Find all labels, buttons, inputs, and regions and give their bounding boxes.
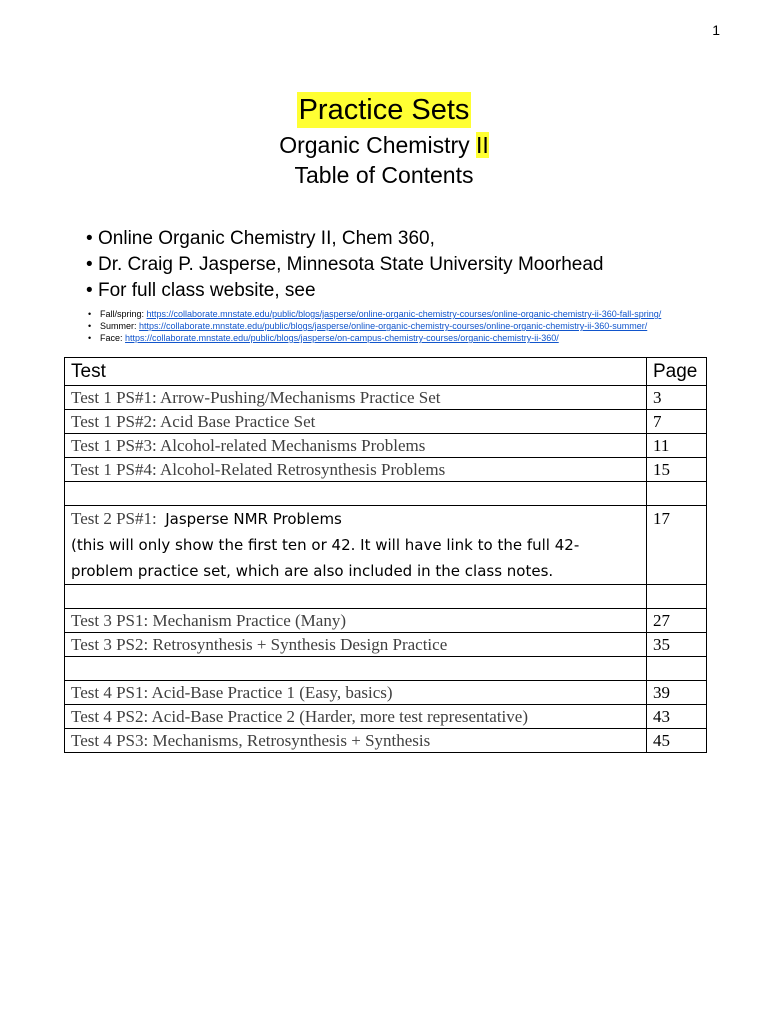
test-cell bbox=[65, 506, 647, 585]
test-cell bbox=[65, 585, 647, 609]
table-row bbox=[65, 729, 707, 753]
test-cell: Test 4 PS1: Acid-Base Practice 1 (Easy, basics) bbox=[65, 681, 647, 705]
test-cell bbox=[65, 482, 647, 506]
link-fall-spring[interactable]: https://collaborate.mnstate.edu/public/blogs/jasperse/online-organic-chemistry-courses/online-organic-chemistry-ii-360-fall-spring/ bbox=[146, 309, 662, 319]
table-header-row bbox=[65, 358, 707, 386]
table-row bbox=[65, 434, 707, 458]
page-cell: 7 bbox=[647, 410, 707, 434]
page-cell: 11 bbox=[647, 434, 707, 458]
test-cell bbox=[65, 657, 647, 681]
table-row bbox=[65, 705, 707, 729]
test-cell: Test 4 PS3: Mechanisms, Retrosynthesis + Synthesis bbox=[65, 729, 647, 753]
bullet-text: Dr. Craig P. Jasperse, Minnesota State University Moorhead bbox=[98, 254, 604, 275]
bullet-dot-icon: • bbox=[88, 309, 92, 319]
table-row-spacer bbox=[65, 585, 707, 609]
subtitle bbox=[0, 130, 768, 160]
link-list bbox=[86, 308, 736, 344]
test-cell: Test 1 PS#2: Acid Base Practice Set bbox=[65, 410, 647, 434]
bullet-text: Online Organic Chemistry II, Chem 360, bbox=[98, 228, 435, 249]
table-row-spacer bbox=[65, 482, 707, 506]
bullet-item bbox=[86, 226, 736, 252]
bullet-item bbox=[86, 252, 736, 278]
table-row bbox=[65, 506, 707, 585]
page-cell: 15 bbox=[647, 458, 707, 482]
bullet-dot-icon: • bbox=[86, 228, 93, 249]
link-label: Fall/spring: bbox=[100, 309, 145, 319]
page-title: Practice Sets bbox=[298, 94, 470, 126]
test-cell: Test 1 PS#1: Arrow-Pushing/Mechanisms Practice Set bbox=[65, 386, 647, 410]
page-cell: 43 bbox=[647, 705, 707, 729]
table-row bbox=[65, 410, 707, 434]
page-cell: 35 bbox=[647, 633, 707, 657]
page-cell: 3 bbox=[647, 386, 707, 410]
link-summer[interactable]: https://collaborate.mnstate.edu/public/blogs/jasperse/online-organic-chemistry-courses/online-organic-chemistry-ii-360-summer/ bbox=[139, 321, 648, 331]
toc-title: Table of Contents bbox=[294, 162, 474, 188]
page-cell: 17 bbox=[647, 506, 707, 585]
bullet-dot-icon: • bbox=[86, 280, 93, 301]
subtitle-main: Organic Chemistry bbox=[279, 132, 477, 158]
column-header-page: Page bbox=[647, 358, 707, 386]
link-item-fall-spring bbox=[86, 308, 736, 320]
bullet-dot-icon: • bbox=[88, 321, 92, 331]
table-row bbox=[65, 386, 707, 410]
bullet-text: For full class website, see bbox=[98, 280, 316, 301]
column-header-test: Test bbox=[65, 358, 647, 386]
test-code: Test 2 PS#1: bbox=[71, 509, 157, 528]
test-cell: Test 4 PS2: Acid-Base Practice 2 (Harder, more test representative) bbox=[65, 705, 647, 729]
link-item-summer bbox=[86, 320, 736, 332]
test-note: (this will only show the first ten or 42. It will have link to the full 42-problem practice set, which are also included in the class notes. bbox=[71, 536, 580, 580]
bullet-item bbox=[86, 278, 736, 304]
page-cell: 27 bbox=[647, 609, 707, 633]
link-item-face bbox=[86, 332, 736, 344]
page-number: 1 bbox=[712, 22, 720, 38]
page-cell bbox=[647, 482, 707, 506]
link-label: Summer: bbox=[100, 321, 137, 331]
test-cell: Test 3 PS2: Retrosynthesis + Synthesis Design Practice bbox=[65, 633, 647, 657]
table-row-spacer bbox=[65, 657, 707, 681]
test-title: Jasperse NMR Problems bbox=[165, 510, 342, 528]
link-label: Face: bbox=[100, 333, 123, 343]
page-cell: 39 bbox=[647, 681, 707, 705]
info-bullets bbox=[86, 226, 736, 344]
test-cell: Test 1 PS#3: Alcohol-related Mechanisms Problems bbox=[65, 434, 647, 458]
link-face[interactable]: https://collaborate.mnstate.edu/public/blogs/jasperse/on-campus-chemistry-courses/organic-chemistry-ii-360/ bbox=[125, 333, 559, 343]
test-cell: Test 1 PS#4: Alcohol-Related Retrosynthesis Problems bbox=[65, 458, 647, 482]
page-cell: 45 bbox=[647, 729, 707, 753]
table-row bbox=[65, 633, 707, 657]
title-block bbox=[0, 92, 768, 190]
bullet-dot-icon: • bbox=[86, 254, 93, 275]
table-row bbox=[65, 681, 707, 705]
table-row bbox=[65, 458, 707, 482]
subtitle-highlight: II bbox=[476, 132, 489, 158]
table-row bbox=[65, 609, 707, 633]
bullet-dot-icon: • bbox=[88, 333, 92, 343]
test-cell: Test 3 PS1: Mechanism Practice (Many) bbox=[65, 609, 647, 633]
contents-table bbox=[64, 357, 707, 753]
page-cell bbox=[647, 657, 707, 681]
page-cell bbox=[647, 585, 707, 609]
